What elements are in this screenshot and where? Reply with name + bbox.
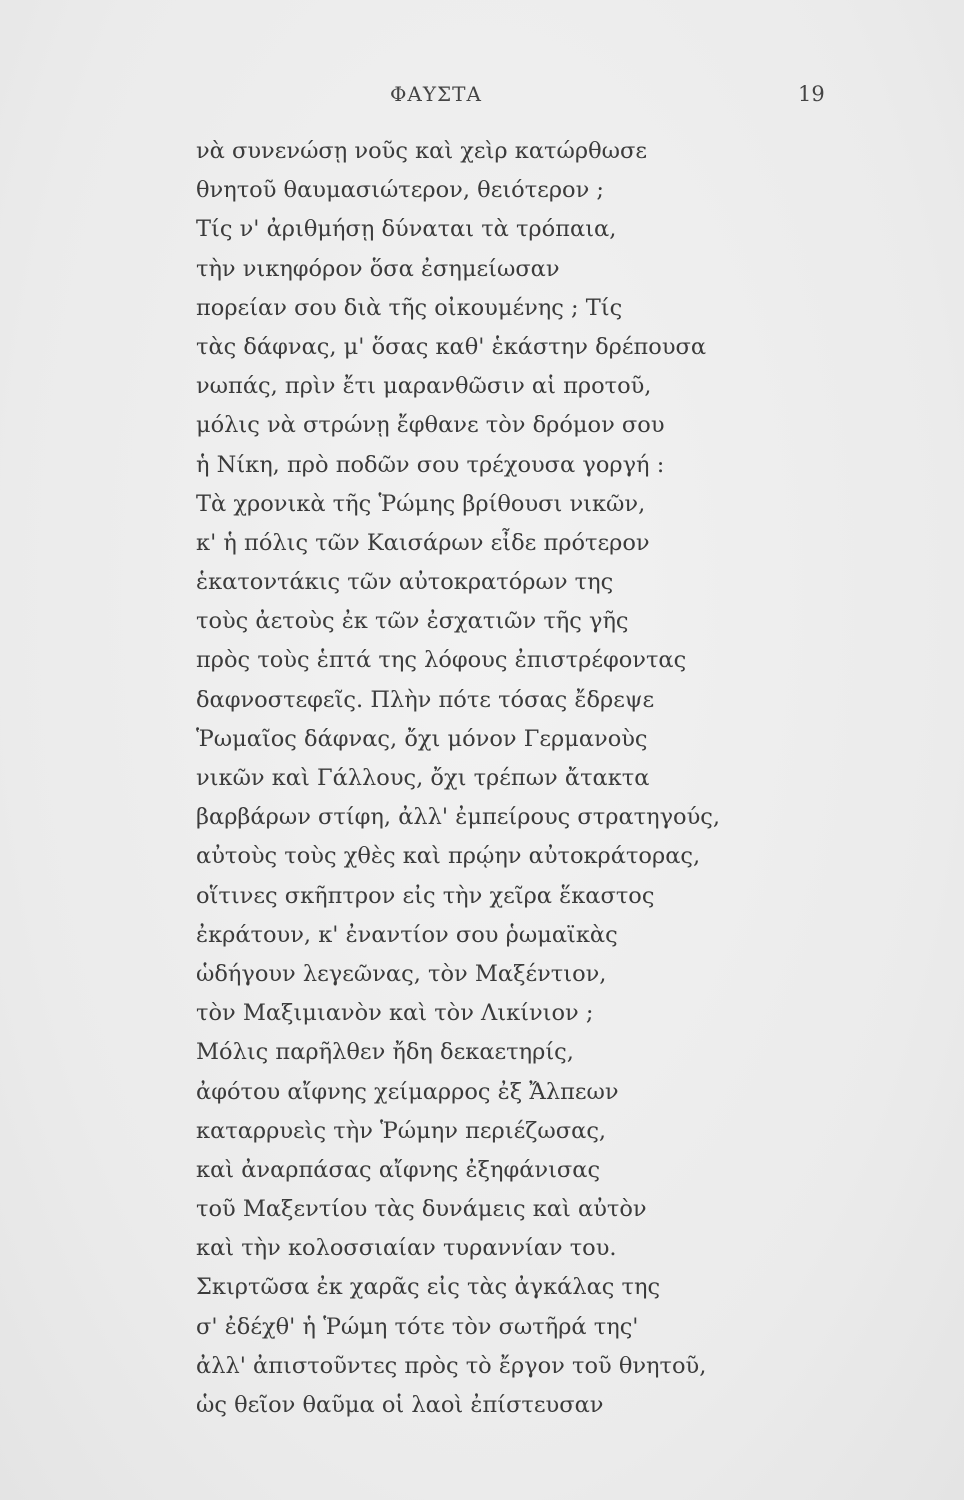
poem-line: Τίς ν' ἀριθμήσῃ δύναται τὰ τρόπαια,: [196, 216, 617, 243]
poem-line: σ' ἐδέχθ' ἡ Ῥώμη τότε τὸν σωτῆρά της': [196, 1313, 639, 1340]
poem-line: θνητοῦ θαυμασιώτερον, θειότερον ;: [196, 177, 605, 204]
poem-line: ἀφότου αἴφνης χείμαρρος ἐξ Ἄλπεων: [196, 1078, 619, 1105]
poem-line: βαρβάρων στίφη, ἀλλ' ἐμπείρους στρατηγούς,: [196, 804, 721, 831]
poem-line: οἵτινες σκῆπτρον εἰς τὴν χεῖρα ἕκαστος: [196, 882, 655, 909]
poem-line: Σκιρτῶσα ἐκ χαρᾶς εἰς τὰς ἀγκάλας της: [196, 1274, 661, 1301]
poem-line: Τὰ χρονικὰ τῆς Ῥώμης βρίθουσι νικῶν,: [196, 490, 646, 517]
poem-line: καταρρυεὶς τὴν Ῥώμην περιέζωσας,: [196, 1117, 607, 1144]
running-title: ΦΑΥΣΤΑ: [390, 82, 482, 106]
poem-line: ἀλλ' ἀπιστοῦντες πρὸς τὸ ἔργον τοῦ θνητοῦ,: [196, 1352, 707, 1379]
running-head: [0, 82, 964, 112]
poem-line: τοῦ Μαξεντίου τὰς δυνάμεις καὶ αὐτὸν: [196, 1196, 647, 1223]
poem-line: νὰ συνενώσῃ νοῦς καὶ χεὶρ κατώρθωσε: [196, 138, 647, 164]
poem-line: ἐκράτουν, κ' ἐναντίον σου ῥωμαϊκὰς: [196, 921, 618, 948]
poem-line: πρὸς τοὺς ἑπτά της λόφους ἐπιστρέφοντας: [196, 647, 687, 674]
poem-line: ἑκατοντάκις τῶν αὐτοκρατόρων της: [196, 569, 614, 596]
poem-line: ὡδήγουν λεγεῶνας, τὸν Μαξέντιον,: [196, 960, 607, 987]
poem-line: Ῥωμαῖος δάφνας, ὄχι μόνον Γερμανοὺς: [196, 725, 648, 752]
poem-line: τοὺς ἀετοὺς ἐκ τῶν ἐσχατιῶν τῆς γῆς: [196, 608, 629, 635]
poem-line: αὐτοὺς τοὺς χθὲς καὶ πρῴην αὐτοκράτορας,: [196, 843, 701, 870]
poem-line: νωπάς, πρὶν ἔτι μαρανθῶσιν αἱ προτοῦ,: [196, 373, 652, 400]
poem-line: ἡ Νίκη, πρὸ ποδῶν σου τρέχουσα γοργή :: [196, 451, 665, 478]
poem-line: τὰς δάφνας, μ' ὅσας καθ' ἑκάστην δρέπουσα: [196, 333, 707, 360]
poem-line: πορείαν σου διὰ τῆς οἰκουμένης ; Τίς: [196, 294, 623, 321]
poem-line: κ' ἡ πόλις τῶν Καισάρων εἶδε πρότερον: [196, 529, 650, 556]
page-number: 19: [798, 82, 825, 106]
poem-line: τὸν Μαξιμιανὸν καὶ τὸν Λικίνιον ;: [196, 1000, 594, 1027]
poem-line: τὴν νικηφόρον ὅσα ἐσημείωσαν: [196, 255, 560, 282]
poem-line: μόλις νὰ στρώνῃ ἔφθανε τὸν δρόμον σου: [196, 412, 665, 439]
poem-line: ὡς θεῖον θαῦμα οἱ λαοὶ ἐπίστευσαν: [196, 1392, 604, 1418]
poem-line: Μόλις παρῆλθεν ἤδη δεκαετηρίς,: [196, 1039, 574, 1066]
poem-line: καὶ ἀναρπάσας αἴφνης ἐξηφάνισας: [196, 1156, 601, 1183]
poem-line: νικῶν καὶ Γάλλους, ὄχι τρέπων ἄτακτα: [196, 765, 650, 791]
poem-line: δαφνοστεφεῖς. Πλὴν πότε τόσας ἔδρεψε: [196, 686, 655, 713]
poem-text: [196, 132, 816, 1425]
poem-line: καὶ τὴν κολοσσιαίαν τυραννίαν του.: [196, 1235, 617, 1262]
